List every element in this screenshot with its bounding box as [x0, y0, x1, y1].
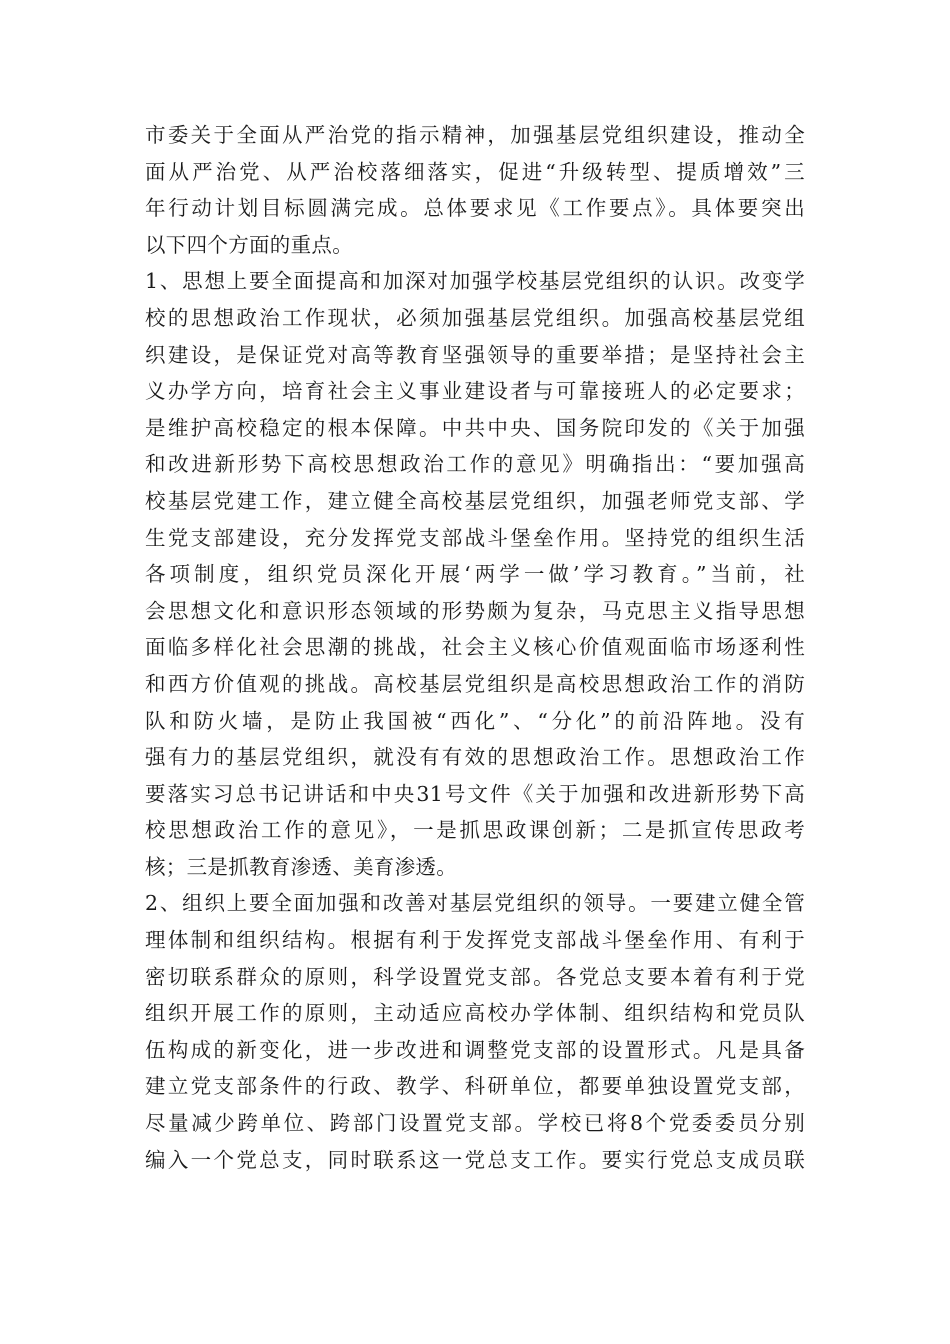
text-line: 和改进新形势下高校思想政治工作的意见》明确指出：“要加强高 — [145, 452, 805, 477]
text-line: 2、组织上要全面加强和改善对基层党组织的领导。一要建立健全管 — [145, 891, 805, 916]
text-line: 尽量减少跨单位、跨部门设置党支部。学校已将8个党委委员分别 — [145, 1111, 805, 1136]
paragraph-last-line: 核；三是抓教育渗透、美育渗透。 — [145, 854, 457, 879]
text-line: 校思想政治工作的意见》，一是抓思政课创新；二是抓宣传思政考 — [145, 818, 805, 843]
text-line: 密切联系群众的原则，科学设置党支部。各党总支要本着有利于党 — [145, 964, 805, 989]
text-line: 编入一个党总支，同时联系这一党总支工作。要实行党总支成员联 — [145, 1147, 805, 1172]
text-line: 和西方价值观的挑战。高校基层党组织是高校思想政治工作的消防 — [145, 671, 805, 696]
text-line: 校的思想政治工作现状，必须加强基层党组织。加强高校基层党组 — [145, 305, 805, 330]
text-line: 是维护高校稳定的根本保障。中共中央、国务院印发的《关于加强 — [145, 415, 805, 440]
text-line: 1、思想上要全面提高和加深对加强学校基层党组织的认识。改变学 — [145, 269, 805, 294]
text-line: 各项制度，组织党员深化开展‘两学一做’学习教育。”当前，社 — [145, 562, 805, 587]
text-line: 校基层党建工作，建立健全高校基层党组织，加强老师党支部、学 — [145, 488, 805, 513]
text-line: 队和防火墙，是防止我国被“西化”、“分化”的前沿阵地。没有 — [145, 708, 805, 733]
text-line: 年行动计划目标圆满完成。总体要求见《工作要点》。具体要突出 — [145, 196, 805, 221]
text-line: 要落实习总书记讲话和中央31号文件《关于加强和改进新形势下高 — [145, 781, 805, 806]
paragraph-last-line: 以下四个方面的重点。 — [145, 232, 353, 257]
text-line: 伍构成的新变化，进一步改进和调整党支部的设置形式。凡是具备 — [145, 1037, 805, 1062]
text-line: 理体制和组织结构。根据有利于发挥党支部战斗堡垒作用、有利于 — [145, 928, 805, 953]
text-line: 面从严治党、从严治校落细落实，促进“升级转型、提质增效”三 — [145, 159, 805, 184]
text-line: 市委关于全面从严治党的指示精神，加强基层党组织建设，推动全 — [145, 123, 805, 147]
text-line: 织建设，是保证党对高等教育坚强领导的重要举措；是坚持社会主 — [145, 342, 805, 367]
text-line: 面临多样化社会思潮的挑战，社会主义核心价值观面临市场逐利性 — [145, 635, 805, 660]
text-line: 会思想文化和意识形态领域的形势颇为复杂，马克思主义指导思想 — [145, 598, 805, 623]
text-line: 生党支部建设，充分发挥党支部战斗堡垒作用。坚持党的组织生活 — [145, 525, 805, 550]
text-line: 义办学方向，培育社会主义事业建设者与可靠接班人的必定要求； — [145, 379, 805, 404]
text-line: 组织开展工作的原则，主动适应高校办学体制、组织结构和党员队 — [145, 1001, 805, 1026]
text-line: 强有力的基层党组织，就没有有效的思想政治工作。思想政治工作 — [145, 745, 805, 770]
text-line: 建立党支部条件的行政、教学、科研单位，都要单独设置党支部， — [145, 1074, 805, 1099]
document-body — [145, 117, 805, 1178]
